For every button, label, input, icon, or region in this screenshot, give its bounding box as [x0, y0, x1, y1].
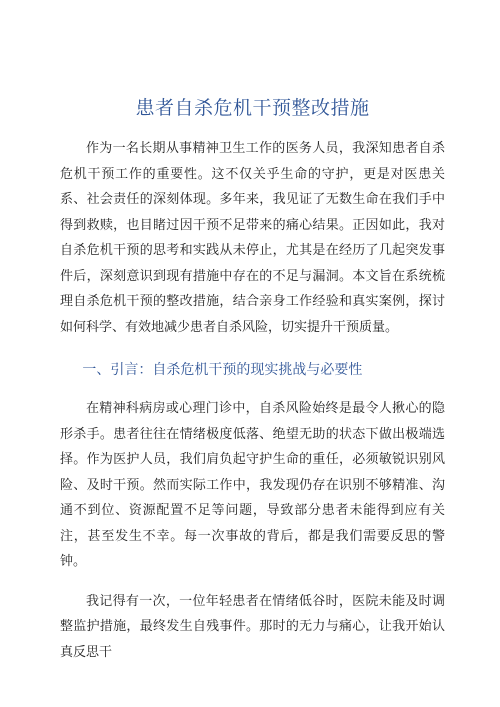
section-heading-1: 一、引言：自杀危机干预的现实挑战与必要性 — [82, 362, 363, 378]
section1-paragraph-1: 在精神科病房或心理门诊中，自杀风险始终是最令人揪心的隐形杀手。患者往往在情绪极度低落、绝望无助的状态下做出极端选择。作为医护人员，我们肩负起守护生命的重任，必须敏锐识别风险、及时干预。然而实际工作中，我发现仍存在识别不够精准、沟通不到位、资源配置不足等问题，导致部分患者未能得到应有关注，甚至发生不幸。每一次事故的背后，都是我们需要反思的警钟。 — [60, 401, 445, 569]
intro-paragraph: 作为一名长期从事精神卫生工作的医务人员，我深知患者自杀危机干预工作的重要性。这不仅关乎生命的守护，更是对医患关系、社会责任的深刻体现。多年来，我见证了无数生命在我们手中得到救赎，也目睹过因干预不足带来的痛心结果。正因如此，我对自杀危机干预的思考和实践从未停止，尤其是在经历了几起突发事件后，深刻意识到现有措施中存在的不足与漏洞。本文旨在系统梳理自杀危机干预的整改措施，结合亲身工作经验和真实案例，探讨如何科学、有效地减少患者自杀风险，切实提升干预质量。 — [60, 141, 445, 335]
section1-paragraph-2: 我记得有一次，一位年轻患者在情绪低谷时，医院未能及时调整监护措施，最终发生自残事件。那时的无力与痛心，让我开始认真反思干 — [60, 593, 445, 660]
document-title: 患者自杀危机干预整改措施 — [135, 97, 370, 119]
